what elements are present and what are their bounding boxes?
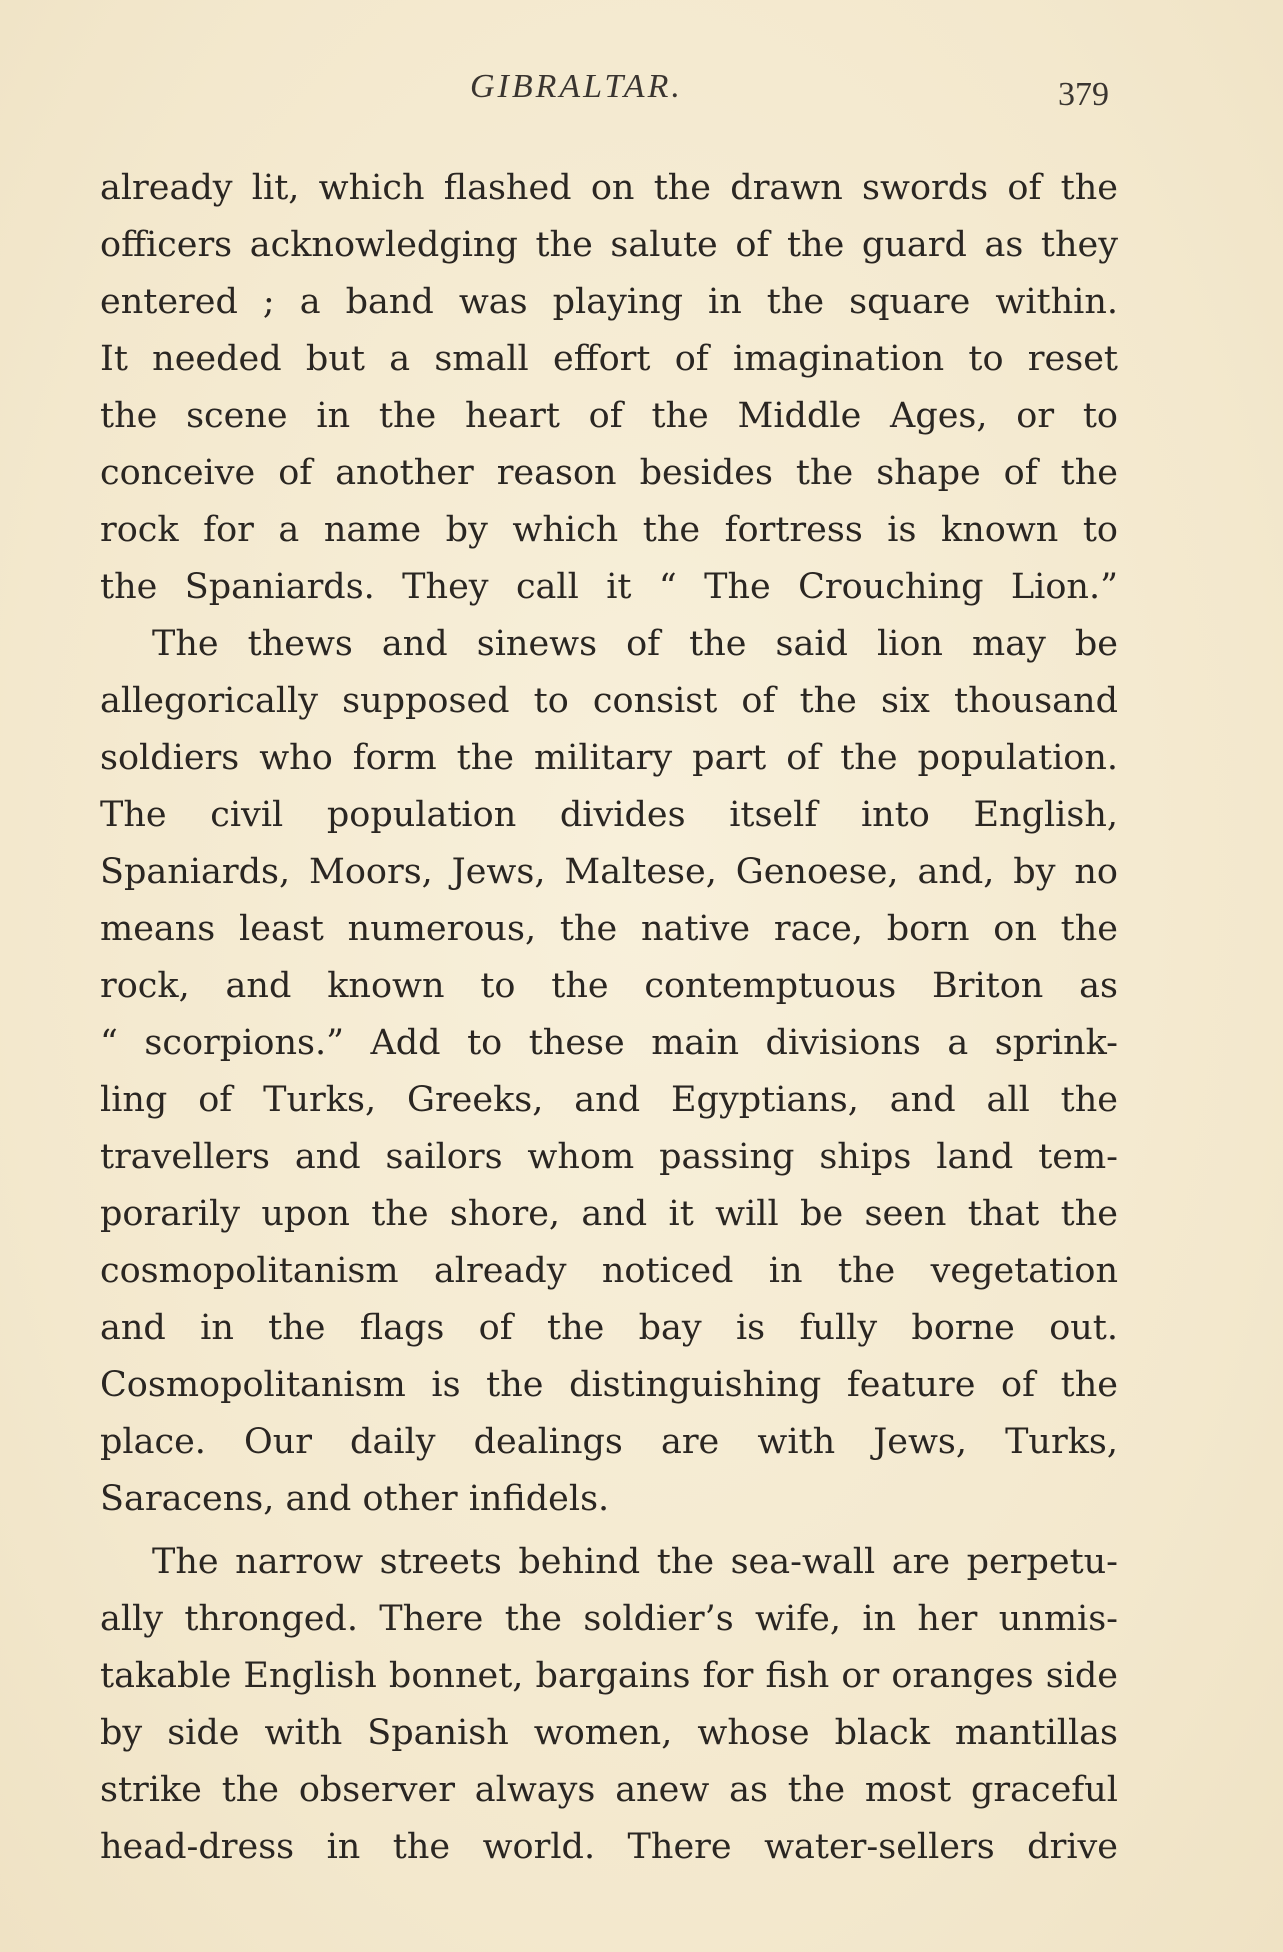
text-line: rock for a name by which the fortress is known to xyxy=(100,510,1118,550)
text-line: porarily upon the shore, and it will be seen that the xyxy=(100,1194,1118,1234)
text-line: conceive of another reason besides the shape of the xyxy=(100,453,1118,493)
text-line: head-dress in the world. There water-sellers drive xyxy=(100,1827,1118,1867)
text-line: place. Our daily dealings are with Jews, Turks, xyxy=(100,1422,1118,1462)
running-title: GIBRALTAR. xyxy=(470,68,683,105)
text-line: officers acknowledging the salute of the guard as they xyxy=(100,225,1118,265)
text-line: entered ; a band was playing in the square within. xyxy=(100,282,1118,322)
text-line: rock, and known to the contemptuous Briton as xyxy=(100,966,1118,1006)
paragraph-last-line: Saracens, and other infidels. xyxy=(100,1479,610,1519)
text-line: cosmopolitanism already noticed in the vegetation xyxy=(100,1251,1118,1291)
text-line: strike the observer always anew as the most graceful xyxy=(100,1770,1118,1810)
page-number: 379 xyxy=(1058,76,1109,113)
paragraph-first-line: The narrow streets behind the sea-wall are perpetu- xyxy=(152,1542,1118,1582)
text-line: by side with Spanish women, whose black mantillas xyxy=(100,1713,1118,1753)
text-line: ling of Turks, Greeks, and Egyptians, and all the xyxy=(100,1080,1118,1120)
text-line: ally thronged. There the soldier’s wife, in her unmis- xyxy=(100,1599,1118,1639)
text-line: travellers and sailors whom passing ships land tem- xyxy=(100,1137,1118,1177)
text-line: Spaniards, Moors, Jews, Maltese, Genoese, and, by no xyxy=(100,852,1118,892)
body-text xyxy=(100,160,1118,1876)
text-line: takable English bonnet, bargains for fish or oranges side xyxy=(100,1656,1118,1696)
text-line: and in the flags of the bay is fully borne out. xyxy=(100,1308,1118,1348)
text-line: soldiers who form the military part of the population. xyxy=(100,738,1118,778)
text-line: means least numerous, the native race, born on the xyxy=(100,909,1118,949)
text-line: It needed but a small effort of imagination to reset xyxy=(100,339,1118,379)
running-header xyxy=(0,62,1283,112)
text-line: the Spaniards. They call it “ The Crouching Lion.” xyxy=(100,567,1118,607)
text-line: allegorically supposed to consist of the six thousand xyxy=(100,681,1118,721)
text-line: Cosmopolitanism is the distinguishing feature of the xyxy=(100,1365,1118,1405)
text-line: “ scorpions.” Add to these main divisions a sprink- xyxy=(100,1023,1118,1063)
text-line: already lit, which flashed on the drawn swords of the xyxy=(100,168,1118,208)
text-line: the scene in the heart of the Middle Ages, or to xyxy=(100,396,1118,436)
paragraph-first-line: The thews and sinews of the said lion may be xyxy=(152,624,1118,664)
text-line: The civil population divides itself into English, xyxy=(100,795,1118,835)
